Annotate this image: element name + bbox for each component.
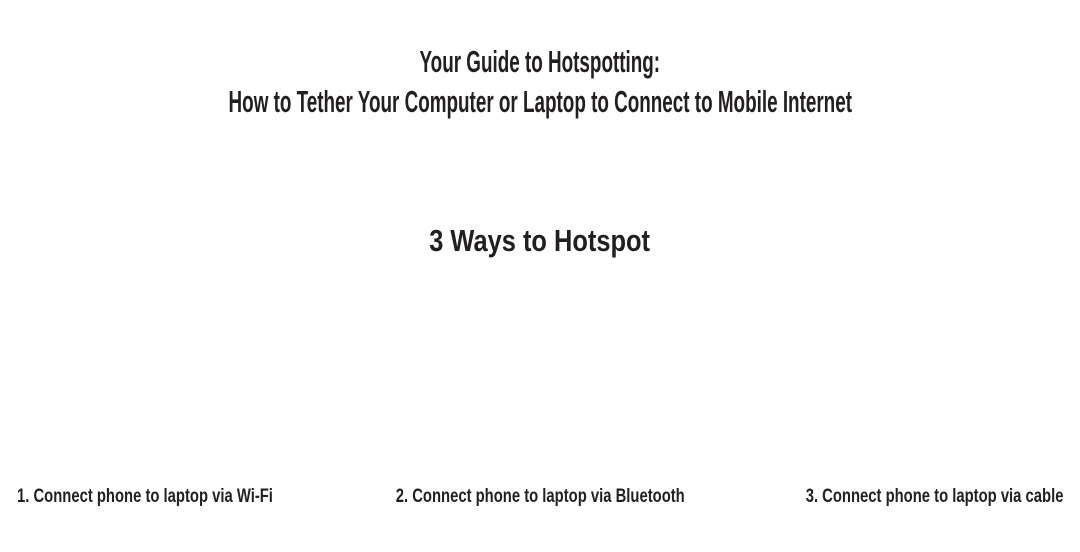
step-caption-wifi-label: 1. Connect phone to laptop via Wi-Fi <box>17 486 273 507</box>
page-title-line-2-text: How to Tether Your Computer or Laptop to Connect to Mobile Internet <box>228 84 852 119</box>
step-caption-bluetooth-label: 2. Connect phone to laptop via Bluetooth <box>395 486 685 507</box>
page-title <box>0 42 1080 122</box>
section-heading <box>0 221 1080 261</box>
step-caption-cable <box>733 485 1063 509</box>
page-title-line-1 <box>119 42 961 82</box>
step-caption-cable-label: 3. Connect phone to laptop via cable <box>805 486 1063 507</box>
section-title: 3 Ways to Hotspot <box>429 223 651 258</box>
page-title-line-2 <box>119 82 961 122</box>
page-title-line-1-text: Your Guide to Hotspotting: <box>419 44 661 79</box>
